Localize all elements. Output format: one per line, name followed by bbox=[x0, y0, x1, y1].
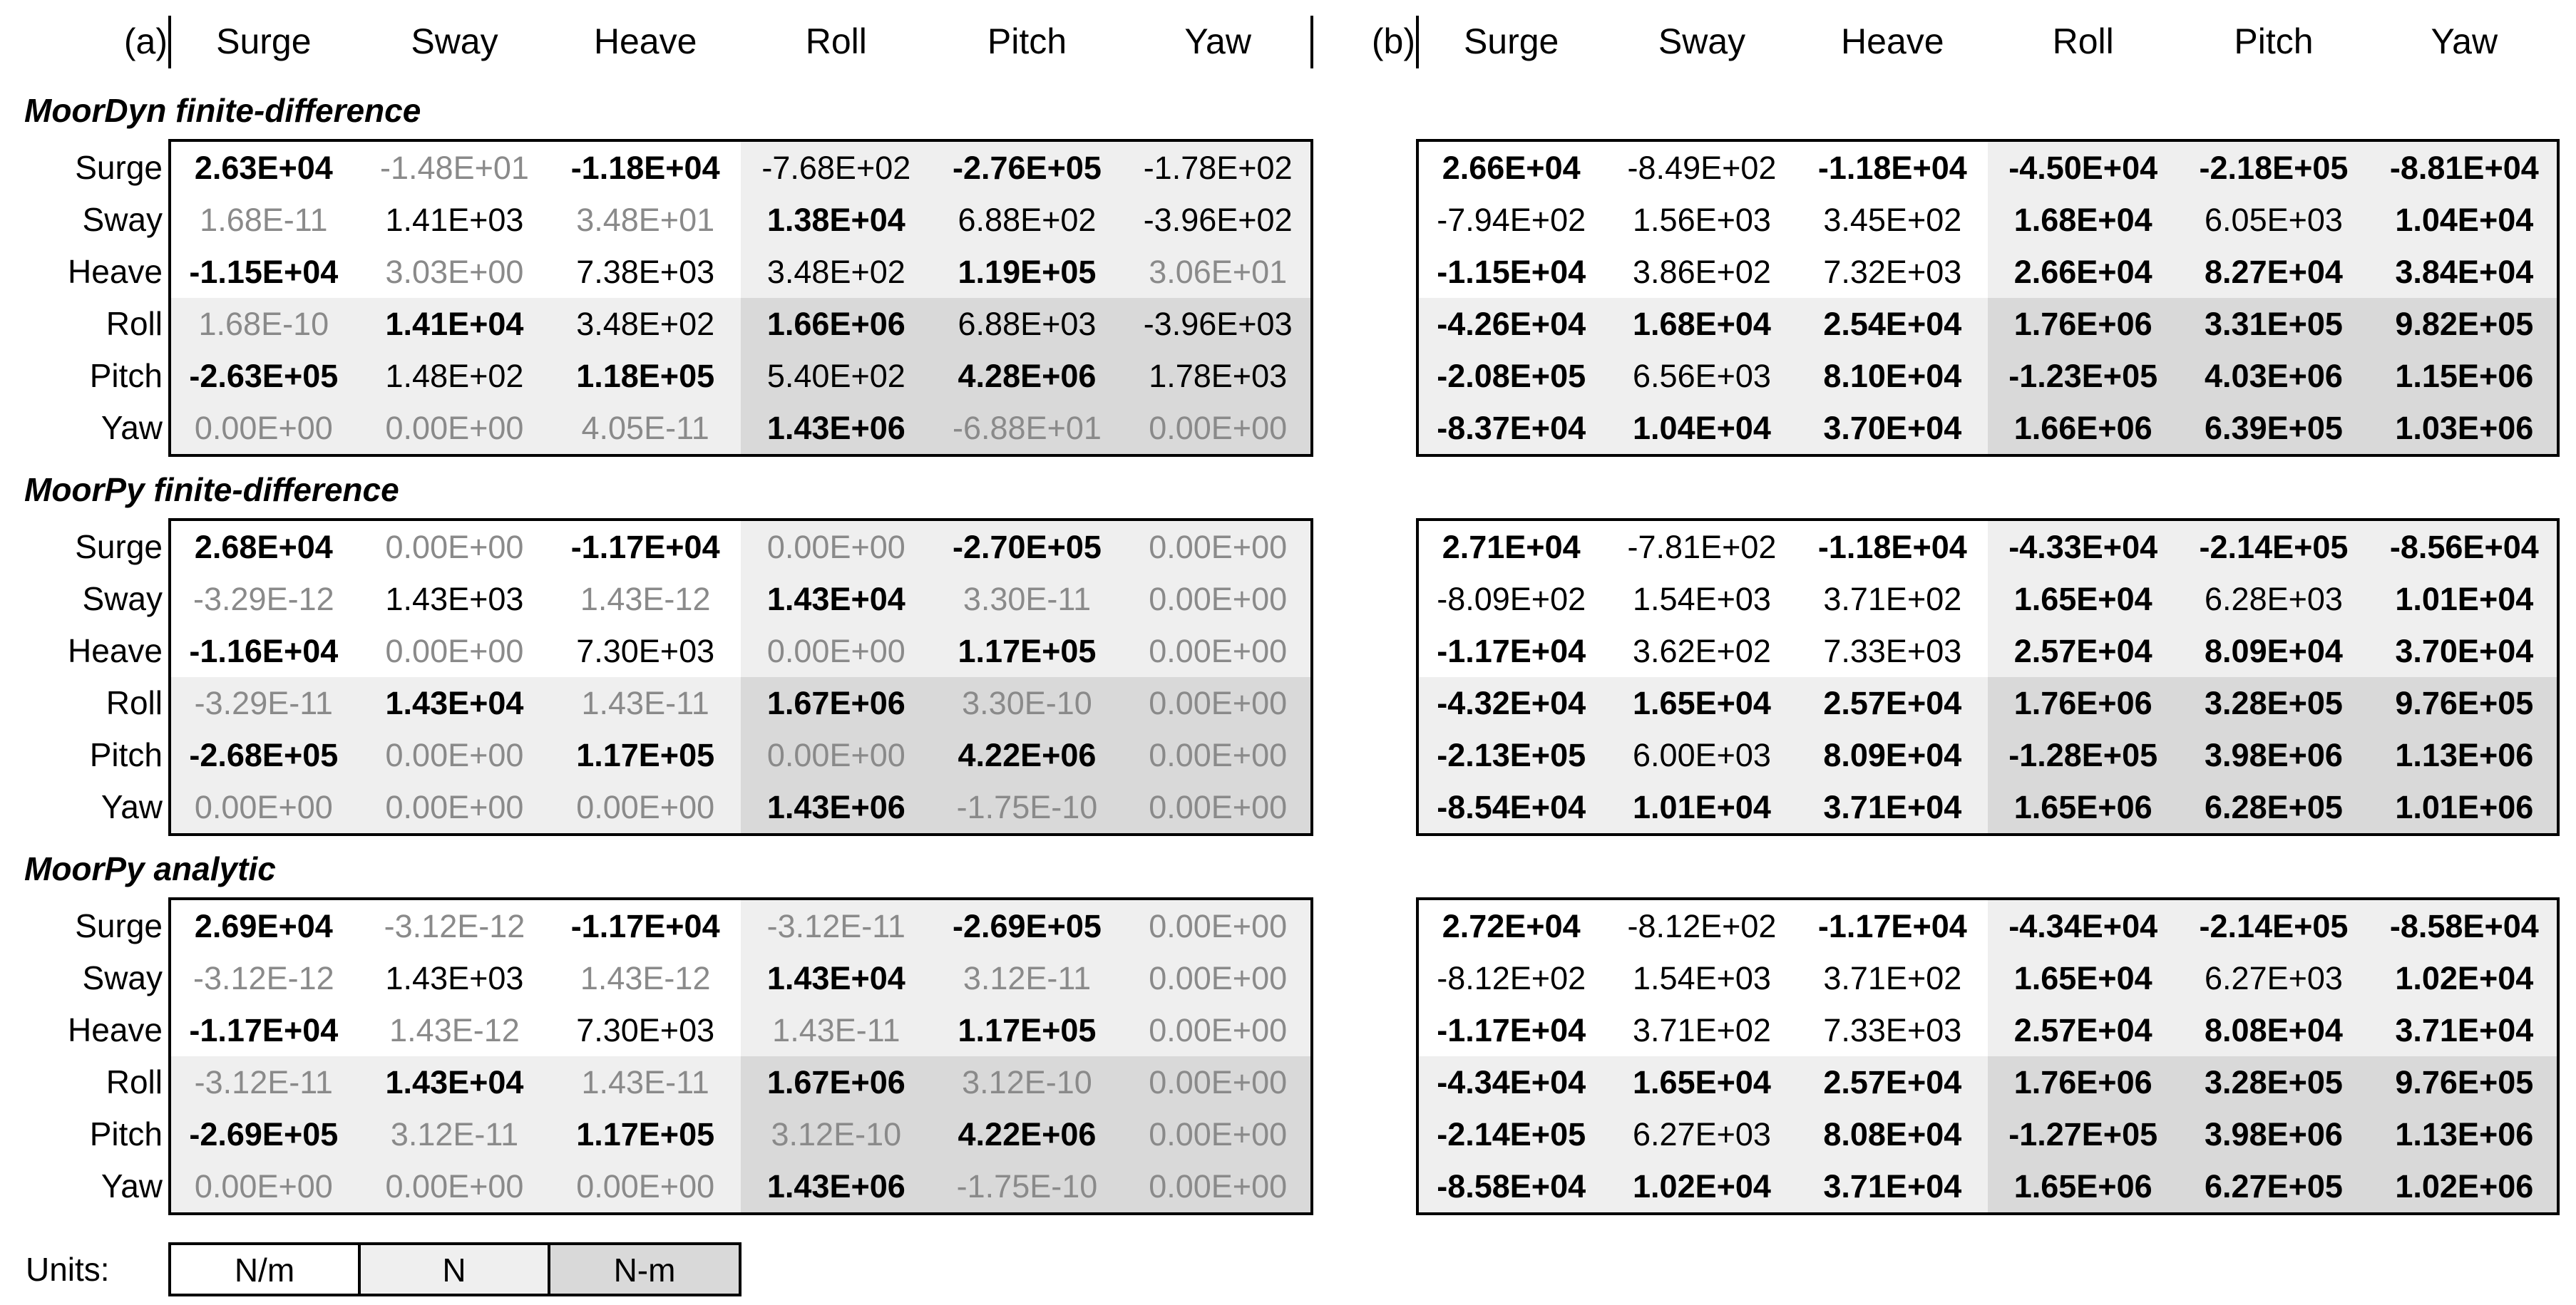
matrix-cell: -3.96E+02 bbox=[1143, 202, 1293, 238]
unit-label-n: N bbox=[442, 1252, 466, 1289]
matrix-cell: 9.76E+05 bbox=[2395, 1064, 2534, 1100]
matrix-cell: 3.98E+06 bbox=[2205, 737, 2343, 773]
matrix-cell: 1.41E+03 bbox=[385, 202, 524, 238]
matrix-cell: 3.70E+04 bbox=[1823, 410, 1962, 446]
matrix-cell: 1.54E+03 bbox=[1633, 960, 1771, 996]
row-label-heave: Heave bbox=[68, 253, 163, 290]
matrix-cell: -8.81E+04 bbox=[2389, 150, 2539, 186]
matrix-cell: -1.17E+04 bbox=[570, 529, 720, 565]
matrix-cell: 0.00E+00 bbox=[385, 633, 524, 669]
matrix-cell: 0.00E+00 bbox=[194, 410, 333, 446]
matrix-cell: -4.34E+04 bbox=[2008, 908, 2158, 944]
matrix-cell: 1.17E+05 bbox=[576, 737, 715, 773]
matrix-cell: 1.01E+04 bbox=[2395, 581, 2534, 617]
matrix-cell: 6.00E+03 bbox=[1633, 737, 1771, 773]
panel-a-col-header-pitch: Pitch bbox=[987, 21, 1067, 61]
matrix-cell: -8.49E+02 bbox=[1627, 150, 1777, 186]
matrix-cell: -3.12E-12 bbox=[193, 960, 334, 996]
matrix-cell: 6.28E+05 bbox=[2205, 789, 2343, 825]
matrix-cell: 7.32E+03 bbox=[1823, 254, 1962, 290]
matrix-cell: 0.00E+00 bbox=[385, 529, 524, 565]
matrix-cell: 3.71E+02 bbox=[1823, 581, 1962, 617]
matrix-cell: 6.56E+03 bbox=[1633, 358, 1771, 394]
matrix-cell: 2.69E+04 bbox=[194, 908, 333, 944]
matrix-cell: 0.00E+00 bbox=[1149, 410, 1288, 446]
row-label-heave: Heave bbox=[68, 1011, 163, 1048]
row-label-pitch: Pitch bbox=[89, 1115, 163, 1152]
matrix-cell: -4.50E+04 bbox=[2008, 150, 2158, 186]
matrix-cell: 0.00E+00 bbox=[1149, 581, 1288, 617]
matrix-cell: 2.68E+04 bbox=[194, 529, 333, 565]
matrix-cell: 1.13E+06 bbox=[2395, 737, 2534, 773]
matrix-cell: 9.82E+05 bbox=[2395, 306, 2534, 342]
matrix-cell: 2.57E+04 bbox=[1823, 685, 1962, 721]
matrix-cell: 0.00E+00 bbox=[1149, 1116, 1288, 1152]
matrix-cell: -1.17E+04 bbox=[189, 1012, 339, 1048]
matrix-cell: -2.08E+05 bbox=[1437, 358, 1586, 394]
matrix-cell: 8.08E+04 bbox=[2205, 1012, 2343, 1048]
matrix-cell: -8.12E+02 bbox=[1627, 908, 1777, 944]
row-label-roll: Roll bbox=[106, 1063, 163, 1100]
matrix-cell: 3.48E+01 bbox=[576, 202, 715, 238]
matrix-cell: 1.65E+04 bbox=[1633, 685, 1771, 721]
matrix-cell: 0.00E+00 bbox=[1149, 1168, 1288, 1205]
matrix-cell: 0.00E+00 bbox=[576, 789, 715, 825]
matrix-cell: -2.14E+05 bbox=[2199, 529, 2349, 565]
matrix-cell: 0.00E+00 bbox=[1149, 789, 1288, 825]
matrix-cell: 6.28E+03 bbox=[2205, 581, 2343, 617]
matrix-cell: 1.65E+06 bbox=[2013, 789, 2152, 825]
matrix-a-1 bbox=[168, 518, 1313, 836]
matrix-cell: 0.00E+00 bbox=[766, 633, 905, 669]
matrix-cell: -8.56E+04 bbox=[2389, 529, 2539, 565]
matrix-cell: 3.30E-10 bbox=[962, 685, 1092, 721]
matrix-cell: 0.00E+00 bbox=[576, 1168, 715, 1205]
matrix-cell: -8.54E+04 bbox=[1437, 789, 1586, 825]
matrix-cell: 1.13E+06 bbox=[2395, 1116, 2534, 1152]
matrix-cell: -8.58E+04 bbox=[1437, 1168, 1586, 1205]
matrix-b-2 bbox=[1416, 897, 2560, 1215]
matrix-cell: 1.54E+03 bbox=[1633, 581, 1771, 617]
matrix-cell: 2.57E+04 bbox=[2013, 1012, 2152, 1048]
matrix-cell: 1.17E+05 bbox=[958, 1012, 1097, 1048]
matrix-cell: -4.26E+04 bbox=[1437, 306, 1586, 342]
matrix-a-0 bbox=[168, 139, 1313, 457]
matrix-cell: 4.22E+06 bbox=[958, 1116, 1097, 1152]
matrix-cell: -7.68E+02 bbox=[761, 150, 911, 186]
matrix-cell: 3.31E+05 bbox=[2205, 306, 2343, 342]
matrix-cell: 3.48E+02 bbox=[576, 306, 715, 342]
matrix-cell: -4.34E+04 bbox=[1437, 1064, 1586, 1100]
matrix-cell: 1.68E-10 bbox=[198, 306, 329, 342]
matrix-cell: -7.94E+02 bbox=[1437, 202, 1586, 238]
matrix-cell: 1.02E+04 bbox=[2395, 960, 2534, 996]
matrix-cell: 3.30E-11 bbox=[963, 581, 1092, 617]
matrix-cell: 3.70E+04 bbox=[2395, 633, 2534, 669]
unit-label-n-m: N-m bbox=[613, 1252, 676, 1289]
matrix-cell: 6.27E+05 bbox=[2205, 1168, 2343, 1205]
matrix-cell: -8.12E+02 bbox=[1437, 960, 1586, 996]
row-label-surge: Surge bbox=[75, 907, 163, 944]
matrix-cell: -1.75E-10 bbox=[956, 789, 1098, 825]
matrix-cell: 6.39E+05 bbox=[2205, 410, 2343, 446]
section-title-1: MoorPy finite-difference bbox=[24, 471, 399, 508]
matrix-cell: -3.12E-11 bbox=[194, 1064, 333, 1100]
matrix-cell: -3.29E-11 bbox=[194, 685, 333, 721]
unit-label-nm: N/m bbox=[234, 1252, 295, 1289]
matrix-cell: 7.33E+03 bbox=[1823, 633, 1962, 669]
matrix-cell: 4.03E+06 bbox=[2205, 358, 2343, 394]
matrix-cell: 1.43E+03 bbox=[385, 581, 524, 617]
matrix-cell: 0.00E+00 bbox=[1149, 908, 1288, 944]
row-label-yaw: Yaw bbox=[101, 788, 163, 825]
matrix-cell: 1.67E+06 bbox=[766, 1064, 905, 1100]
matrix-cell: 0.00E+00 bbox=[385, 737, 524, 773]
matrix-cell: 4.28E+06 bbox=[958, 358, 1097, 394]
matrix-cell: -1.17E+04 bbox=[1437, 1012, 1586, 1048]
matrix-cell: -3.29E-12 bbox=[193, 581, 334, 617]
matrix-cell: -2.63E+05 bbox=[189, 358, 339, 394]
matrix-cell: 1.65E+04 bbox=[2013, 960, 2152, 996]
matrix-cell: -8.37E+04 bbox=[1437, 410, 1586, 446]
matrix-cell: 8.27E+04 bbox=[2205, 254, 2343, 290]
matrix-cell: 3.86E+02 bbox=[1633, 254, 1771, 290]
matrix-cell: 1.65E+06 bbox=[2013, 1168, 2152, 1205]
row-label-pitch: Pitch bbox=[89, 736, 163, 773]
matrix-cell: -1.17E+04 bbox=[570, 908, 720, 944]
matrix-cell: 7.38E+03 bbox=[576, 254, 715, 290]
matrix-cell: 3.71E+04 bbox=[2395, 1012, 2534, 1048]
row-label-yaw: Yaw bbox=[101, 409, 163, 446]
matrix-cell: 8.09E+04 bbox=[1823, 737, 1962, 773]
panel-a-col-header-heave: Heave bbox=[593, 21, 697, 61]
matrix-cell: 4.22E+06 bbox=[958, 737, 1097, 773]
matrix-cell: 1.02E+04 bbox=[1633, 1168, 1771, 1205]
matrix-cell: -2.14E+05 bbox=[1437, 1116, 1586, 1152]
matrix-cell: 3.12E-11 bbox=[963, 960, 1092, 996]
matrix-cell: 1.43E-11 bbox=[581, 1064, 709, 1100]
matrix-cell: -8.09E+02 bbox=[1437, 581, 1586, 617]
matrix-cell: 0.00E+00 bbox=[1149, 529, 1288, 565]
matrix-cell: 0.00E+00 bbox=[1149, 960, 1288, 996]
matrix-cell: 0.00E+00 bbox=[1149, 685, 1288, 721]
matrix-cell: 1.43E+06 bbox=[766, 1168, 905, 1205]
matrix-cell: 3.06E+01 bbox=[1149, 254, 1288, 290]
matrix-cell: 1.43E-11 bbox=[581, 685, 709, 721]
matrix-cell: 1.03E+06 bbox=[2395, 410, 2534, 446]
matrix-cell: -1.28E+05 bbox=[2008, 737, 2158, 773]
matrix-cell: 4.05E-11 bbox=[581, 410, 709, 446]
matrix-cell: 1.43E+06 bbox=[766, 410, 905, 446]
row-label-surge: Surge bbox=[75, 149, 163, 186]
matrix-cell: 8.09E+04 bbox=[2205, 633, 2343, 669]
matrix-cell: 1.19E+05 bbox=[958, 254, 1097, 290]
matrix-a-2 bbox=[168, 897, 1313, 1215]
matrix-cell: 0.00E+00 bbox=[194, 1168, 333, 1205]
matrix-cell: 1.76E+06 bbox=[2013, 685, 2152, 721]
matrix-b-1 bbox=[1416, 518, 2560, 836]
matrix-cell: -2.69E+05 bbox=[189, 1116, 339, 1152]
matrix-cell: 6.05E+03 bbox=[2205, 202, 2343, 238]
matrix-cell: 6.88E+02 bbox=[958, 202, 1097, 238]
matrix-cell: -1.16E+04 bbox=[189, 633, 339, 669]
matrix-cell: -2.69E+05 bbox=[953, 908, 1102, 944]
matrix-cell: 1.43E+04 bbox=[766, 581, 905, 617]
matrix-cell: -1.78E+02 bbox=[1143, 150, 1293, 186]
panel-a-col-header-yaw: Yaw bbox=[1184, 21, 1251, 61]
matrix-cell: 0.00E+00 bbox=[1149, 737, 1288, 773]
matrix-cell: 3.12E-11 bbox=[390, 1116, 519, 1152]
panel-b-col-header-yaw: Yaw bbox=[2431, 21, 2498, 61]
panel-b-label: (b) bbox=[1371, 21, 1415, 61]
panel-a-label: (a) bbox=[123, 21, 168, 61]
unit-box-nm-moment bbox=[548, 1242, 742, 1296]
matrix-cell: 3.98E+06 bbox=[2205, 1116, 2343, 1152]
matrix-cell: 1.43E+04 bbox=[385, 1064, 524, 1100]
matrix-cell: 1.43E+04 bbox=[766, 960, 905, 996]
matrix-cell: -1.18E+04 bbox=[570, 150, 720, 186]
matrix-cell: 7.33E+03 bbox=[1823, 1012, 1962, 1048]
matrix-cell: -2.70E+05 bbox=[953, 529, 1102, 565]
matrix-cell: 0.00E+00 bbox=[385, 1168, 524, 1205]
matrix-cell: 3.12E-10 bbox=[962, 1064, 1092, 1100]
matrix-cell: 3.03E+00 bbox=[385, 254, 524, 290]
section-title-2: MoorPy analytic bbox=[24, 850, 276, 887]
matrix-cell: -1.15E+04 bbox=[189, 254, 339, 290]
panel-b-col-header-surge: Surge bbox=[1463, 21, 1559, 61]
unit-box-n bbox=[358, 1242, 550, 1296]
matrix-cell: 1.17E+05 bbox=[576, 1116, 715, 1152]
matrix-cell: -8.58E+04 bbox=[2389, 908, 2539, 944]
matrix-cell: 2.57E+04 bbox=[1823, 1064, 1962, 1100]
matrix-cell: -3.96E+03 bbox=[1143, 306, 1293, 342]
matrix-cell: -1.18E+04 bbox=[1817, 150, 1967, 186]
matrix-cell: 1.38E+04 bbox=[766, 202, 905, 238]
row-label-sway: Sway bbox=[82, 959, 163, 996]
matrix-cell: 0.00E+00 bbox=[385, 789, 524, 825]
matrix-cell: 1.41E+04 bbox=[385, 306, 524, 342]
matrix-cell: 2.57E+04 bbox=[2013, 633, 2152, 669]
matrix-cell: 1.43E-12 bbox=[389, 1012, 520, 1048]
matrix-cell: 7.30E+03 bbox=[576, 633, 715, 669]
unit-box-nm bbox=[168, 1242, 361, 1296]
panel-a-col-header-roll: Roll bbox=[805, 21, 867, 61]
matrix-cell: 0.00E+00 bbox=[1149, 633, 1288, 669]
row-label-heave: Heave bbox=[68, 632, 163, 669]
matrix-cell: 2.66E+04 bbox=[1442, 150, 1581, 186]
matrix-cell: 1.68E+04 bbox=[2013, 202, 2152, 238]
matrix-cell: -7.81E+02 bbox=[1627, 529, 1777, 565]
matrix-cell: 1.43E+03 bbox=[385, 960, 524, 996]
matrix-cell: 1.76E+06 bbox=[2013, 1064, 2152, 1100]
panel-a-col-header-surge: Surge bbox=[216, 21, 312, 61]
matrix-cell: -1.75E-10 bbox=[956, 1168, 1098, 1205]
panel-b-col-header-pitch: Pitch bbox=[2234, 21, 2314, 61]
matrix-cell: 8.08E+04 bbox=[1823, 1116, 1962, 1152]
matrix-cell: 0.00E+00 bbox=[766, 529, 905, 565]
matrix-cell: -2.14E+05 bbox=[2199, 908, 2349, 944]
matrix-cell: 3.48E+02 bbox=[766, 254, 905, 290]
matrix-cell: -1.17E+04 bbox=[1437, 633, 1586, 669]
matrix-cell: 3.12E-10 bbox=[771, 1116, 902, 1152]
row-label-yaw: Yaw bbox=[101, 1167, 163, 1205]
matrix-cell: 6.27E+03 bbox=[2205, 960, 2343, 996]
matrix-cell: 2.66E+04 bbox=[2013, 254, 2152, 290]
matrix-cell: 0.00E+00 bbox=[1149, 1012, 1288, 1048]
matrix-cell: 7.30E+03 bbox=[576, 1012, 715, 1048]
matrix-cell: 0.00E+00 bbox=[766, 737, 905, 773]
matrix-cell: 1.18E+05 bbox=[576, 358, 715, 394]
matrix-cell: -1.48E+01 bbox=[380, 150, 529, 186]
matrix-cell: 0.00E+00 bbox=[194, 789, 333, 825]
matrix-cell: 8.10E+04 bbox=[1823, 358, 1962, 394]
matrix-b-0 bbox=[1416, 139, 2560, 457]
matrix-cell: -2.68E+05 bbox=[189, 737, 339, 773]
matrix-cell: 1.78E+03 bbox=[1149, 358, 1288, 394]
matrix-cell: -1.15E+04 bbox=[1437, 254, 1586, 290]
matrix-cell: -2.18E+05 bbox=[2199, 150, 2349, 186]
matrix-cell: 6.27E+03 bbox=[1633, 1116, 1771, 1152]
matrix-cell: 1.68E+04 bbox=[1633, 306, 1771, 342]
matrix-cell: 1.43E-12 bbox=[580, 581, 711, 617]
matrix-cell: 1.43E+04 bbox=[385, 685, 524, 721]
row-label-surge: Surge bbox=[75, 528, 163, 565]
matrix-cell: 3.28E+05 bbox=[2205, 1064, 2343, 1100]
matrix-cell: 2.71E+04 bbox=[1442, 529, 1581, 565]
matrix-cell: 1.43E-12 bbox=[580, 960, 711, 996]
panel-b-col-header-heave: Heave bbox=[1841, 21, 1944, 61]
row-label-roll: Roll bbox=[106, 684, 163, 721]
matrix-cell: -1.18E+04 bbox=[1817, 529, 1967, 565]
matrix-cell: 1.66E+06 bbox=[2013, 410, 2152, 446]
units-label: Units: bbox=[26, 1251, 110, 1288]
row-label-roll: Roll bbox=[106, 305, 163, 342]
matrix-cell: -1.27E+05 bbox=[2008, 1116, 2158, 1152]
row-label-sway: Sway bbox=[82, 580, 163, 617]
matrix-cell: -2.76E+05 bbox=[953, 150, 1102, 186]
matrix-cell: -6.88E+01 bbox=[953, 410, 1102, 446]
panel-b-col-header-sway: Sway bbox=[1658, 21, 1746, 61]
matrix-cell: 1.76E+06 bbox=[2013, 306, 2152, 342]
matrix-cell: -4.33E+04 bbox=[2008, 529, 2158, 565]
matrix-cell: 3.71E+04 bbox=[1823, 789, 1962, 825]
matrix-cell: -1.23E+05 bbox=[2008, 358, 2158, 394]
matrix-cell: -3.12E-12 bbox=[384, 908, 525, 944]
matrix-cell: 1.43E-11 bbox=[772, 1012, 900, 1048]
matrix-cell: 2.54E+04 bbox=[1823, 306, 1962, 342]
matrix-cell: 1.66E+06 bbox=[766, 306, 905, 342]
matrix-cell: -1.17E+04 bbox=[1817, 908, 1967, 944]
matrix-cell: 1.15E+06 bbox=[2395, 358, 2534, 394]
matrix-cell: 1.68E-11 bbox=[200, 202, 328, 238]
matrix-cell: 3.71E+02 bbox=[1633, 1012, 1771, 1048]
matrix-cell: 5.40E+02 bbox=[766, 358, 905, 394]
matrix-cell: 1.04E+04 bbox=[1633, 410, 1771, 446]
row-label-sway: Sway bbox=[82, 201, 163, 238]
row-label-pitch: Pitch bbox=[89, 357, 163, 394]
matrix-cell: 1.04E+04 bbox=[2395, 202, 2534, 238]
section-title-0: MoorDyn finite-difference bbox=[24, 92, 421, 129]
matrix-cell: -4.32E+04 bbox=[1437, 685, 1586, 721]
matrix-cell: 1.43E+06 bbox=[766, 789, 905, 825]
matrix-cell: 1.65E+04 bbox=[1633, 1064, 1771, 1100]
matrix-cell: 1.01E+04 bbox=[1633, 789, 1771, 825]
matrix-cell: 3.28E+05 bbox=[2205, 685, 2343, 721]
matrix-cell: 3.62E+02 bbox=[1633, 633, 1771, 669]
matrix-cell: -3.12E-11 bbox=[766, 908, 905, 944]
matrix-cell: 0.00E+00 bbox=[385, 410, 524, 446]
matrix-cell: 1.67E+06 bbox=[766, 685, 905, 721]
matrix-cell: 2.72E+04 bbox=[1442, 908, 1581, 944]
panel-b-col-header-roll: Roll bbox=[2052, 21, 2114, 61]
matrix-cell: 1.65E+04 bbox=[2013, 581, 2152, 617]
matrix-cell: 1.02E+06 bbox=[2395, 1168, 2534, 1205]
matrix-cell: 1.01E+06 bbox=[2395, 789, 2534, 825]
panel-a-col-header-sway: Sway bbox=[411, 21, 498, 61]
matrix-cell: 2.63E+04 bbox=[194, 150, 333, 186]
matrix-cell: 1.17E+05 bbox=[958, 633, 1097, 669]
matrix-cell: -2.13E+05 bbox=[1437, 737, 1586, 773]
matrix-cell: 1.48E+02 bbox=[385, 358, 524, 394]
matrix-cell: 0.00E+00 bbox=[1149, 1064, 1288, 1100]
matrix-cell: 6.88E+03 bbox=[958, 306, 1097, 342]
matrix-cell: 3.71E+04 bbox=[1823, 1168, 1962, 1205]
matrix-cell: 3.84E+04 bbox=[2395, 254, 2534, 290]
matrix-cell: 3.45E+02 bbox=[1823, 202, 1962, 238]
matrix-cell: 9.76E+05 bbox=[2395, 685, 2534, 721]
matrix-cell: 3.71E+02 bbox=[1823, 960, 1962, 996]
matrix-cell: 1.56E+03 bbox=[1633, 202, 1771, 238]
